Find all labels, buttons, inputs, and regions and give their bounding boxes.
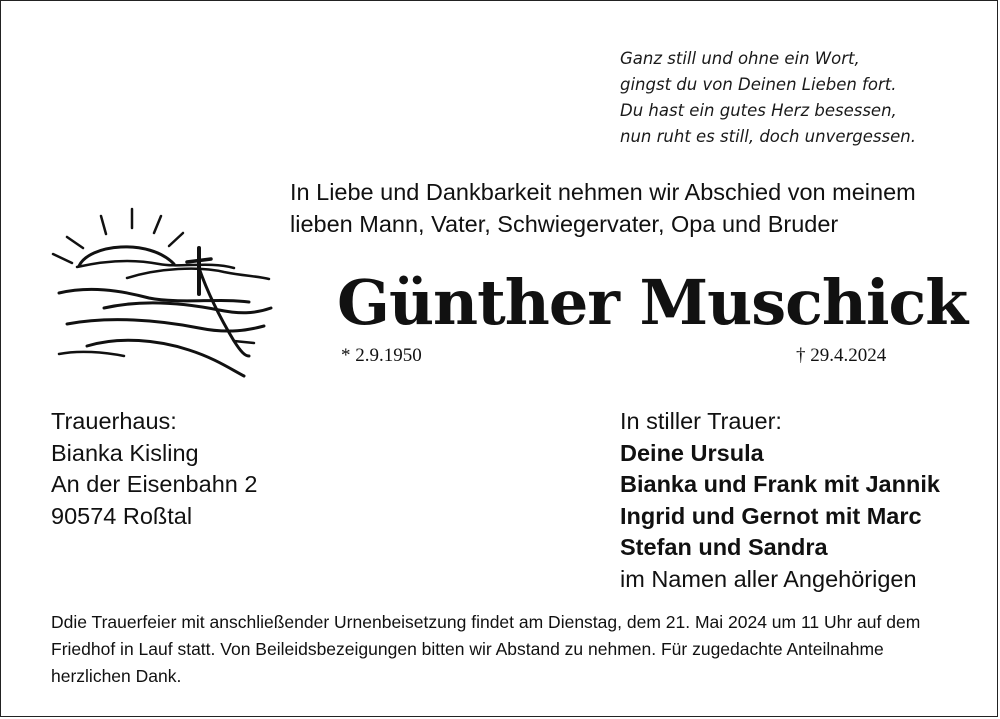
- mourners-heading: In stiller Trauer:: [620, 408, 782, 434]
- mourner-name: Ingrid und Gernot mit Marc: [620, 502, 922, 529]
- sunset-hills-cross-icon: [49, 206, 279, 386]
- mourner-name: Bianka und Frank mit Jannik: [620, 471, 940, 497]
- death-date: † 29.4.2024: [796, 345, 887, 366]
- ceremony-details: Ddie Trauerfeier mit anschließender Urnenbeisetzung findet am Dienstag, dem 21. Mai 2024 um 11 Uhr auf dem Friedhof in Lauf statt. Von Beileidsbezeigungen bitten wir Abstand zu nehmen. Für zugedachte Anteilnahme herzlichen Dank.: [51, 612, 921, 686]
- poem: [620, 46, 916, 150]
- mourner-name: Deine Ursula: [620, 439, 764, 466]
- intro-text: [290, 176, 916, 240]
- mourner-name: Stefan und Sandra: [620, 534, 828, 560]
- deceased-name: Günther Muschick: [337, 266, 968, 339]
- poem-line: nun ruht es still, doch unvergessen.: [620, 127, 916, 146]
- mourners-closing: im Namen aller Angehörigen: [620, 565, 917, 592]
- poem-line: Ganz still und ohne ein Wort,: [620, 49, 860, 68]
- mourners-list: [620, 406, 940, 595]
- mourning-house-address: [51, 406, 257, 532]
- intro-line: In Liebe und Dankbarkeit nehmen wir Abschied von meinem: [290, 179, 916, 205]
- address-line: Bianka Kisling: [51, 439, 199, 466]
- address-line: Trauerhaus:: [51, 408, 177, 434]
- address-line: An der Eisenbahn 2: [51, 471, 258, 497]
- birth-date: * 2.9.1950: [341, 345, 422, 366]
- address-line: 90574 Roßtal: [51, 502, 193, 529]
- poem-line: Du hast ein gutes Herz besessen,: [620, 101, 897, 120]
- intro-line: lieben Mann, Vater, Schwiegervater, Opa und Bruder: [290, 211, 839, 237]
- poem-line: gingst du von Deinen Lieben fort.: [620, 75, 897, 94]
